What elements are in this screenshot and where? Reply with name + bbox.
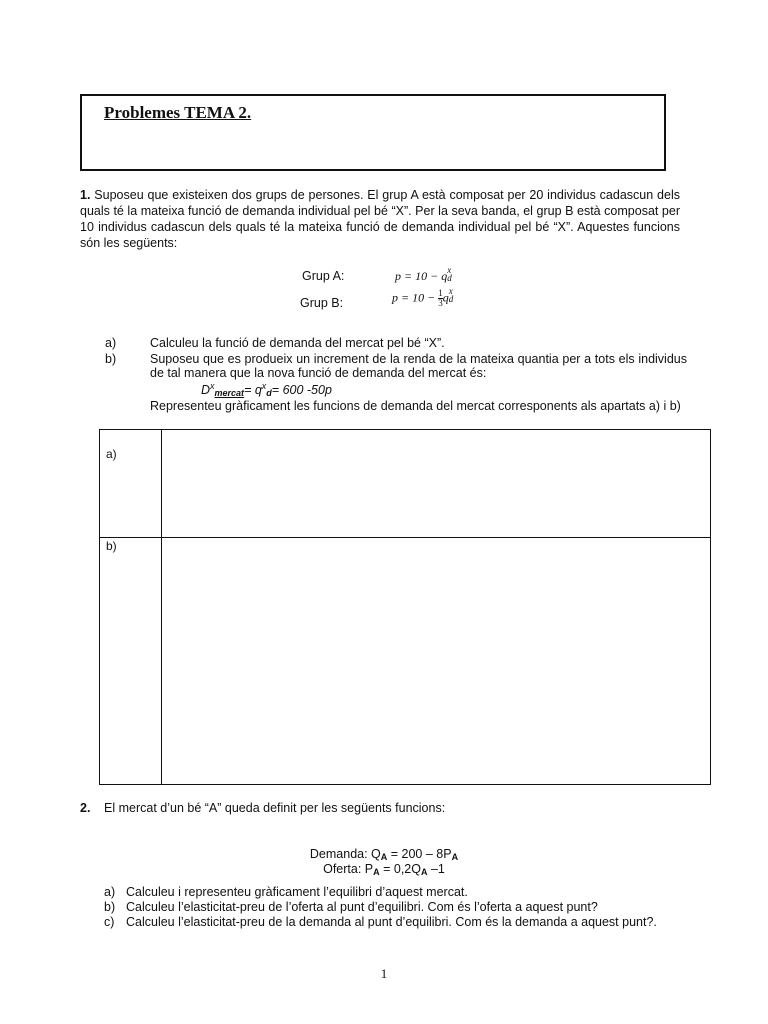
p2-demand-prefix: Demanda: Q [309,847,381,861]
problem2-item-c-label: c) [104,915,115,929]
problem1-number: 1. [80,188,91,202]
problem1-represent-text: Representeu gràficament les funcions de demanda del mercat corresponents als apartats a) i b) [150,399,681,413]
group-a-q-sub: d [447,273,452,283]
p2-demand-sub2: A [451,852,459,862]
group-b-eq-right: q [442,290,449,305]
group-b-q-sup: x [448,286,453,297]
group-a-eq-text: p = 10 − q [395,269,448,283]
problem2-number [80,801,90,815]
problem1-item-a-label: a) [105,336,117,350]
page-title: Problemes TEMA 2. [104,103,252,122]
p2-demand-mid: = 200 – 8P [387,847,452,861]
demand-D-sub: mercat [214,388,245,398]
answer-grid-label-a: a) [106,447,117,461]
problem2-item-b-label: b) [104,900,116,914]
demand-q-sup: x [261,381,267,391]
p2-supply-sub2: A [421,867,428,877]
demand-eq1: = q [244,383,262,397]
problem1-represent [105,399,687,413]
problem1-item-b [105,352,687,380]
page-number: 1 [380,966,388,981]
problem2-item-a [104,885,681,899]
demand-q-sub: d [266,388,272,398]
problem1-item-b-text: Suposeu que es produeix un increment de la renda de la mateixa quantia per a tots els individus de tal manera que la nova funció de demanda del mercat és: [150,352,687,380]
answer-grid-divider-horizontal [99,537,711,538]
group-b-equation [392,286,454,308]
demand-eq2: = 600 -50p [271,383,332,397]
problem2-number-text: 2. [80,801,91,815]
group-b-label: Grup B: [300,296,344,310]
problem2-item-c [104,915,681,929]
group-b-frac-num: 1 [438,288,443,298]
problem2-item-c-text: Calculeu l’elasticitat-preu de la demanda al punt d’equilibri. Com és la demanda a aquest punt?. [126,915,657,929]
answer-grid [99,429,711,785]
answer-grid-divider-vertical [161,429,162,785]
problem2-item-a-text: Calculeu i representeu gràficament l’equilibri d’aquest mercat. [126,885,468,899]
group-b-eq-left: p = 10 − [392,290,436,305]
p2-supply-sub1: A [373,867,380,877]
p2-supply-end: –1 [427,862,445,876]
problem1-item-b-label: b) [105,352,117,366]
answer-grid-label-b: b) [106,539,117,553]
problem1-item-a [105,336,687,350]
problem2-demand-eq [0,847,768,862]
group-a-q-sup: x [447,265,452,275]
p2-supply-prefix: Oferta: P [323,862,374,876]
group-a-equation [395,265,452,284]
problem2-supply-eq [0,862,768,877]
problem1-intro [80,187,680,251]
demand-D-sup: x [210,381,215,391]
p2-supply-mid: = 0,2Q [379,862,421,876]
problem2-item-b [104,900,681,914]
demand-D: D [201,383,211,397]
problem1-item-a-text: Calculeu la funció de demanda del mercat pel bé “X”. [150,336,445,350]
problem2-intro: El mercat d’un bé “A” queda definit per les següents funcions: [104,801,446,815]
problem2-item-a-label: a) [104,885,116,899]
group-b-frac-den: 3 [438,298,443,308]
p2-demand-sub1: A [380,852,388,862]
problem2-item-b-text: Calculeu l’elasticitat-preu de l’oferta al punt d’equilibri. Com és l’oferta a aquest punt? [126,900,598,914]
group-a-label: Grup A: [302,269,345,283]
problem1-intro-text: Suposeu que existeixen dos grups de persones. El grup A està composat per 20 individus cadascun dels quals té la mateixa funció de demanda individual pel bé “X”. Per la seva banda, el grup B està composat per 10 individus cadascun dels quals té la mateixa funció de demanda individual pel bé “X”. Aquestes funcions són les següents: [80,188,680,250]
group-b-q-sub: d [448,294,454,305]
market-demand-equation [201,381,332,398]
